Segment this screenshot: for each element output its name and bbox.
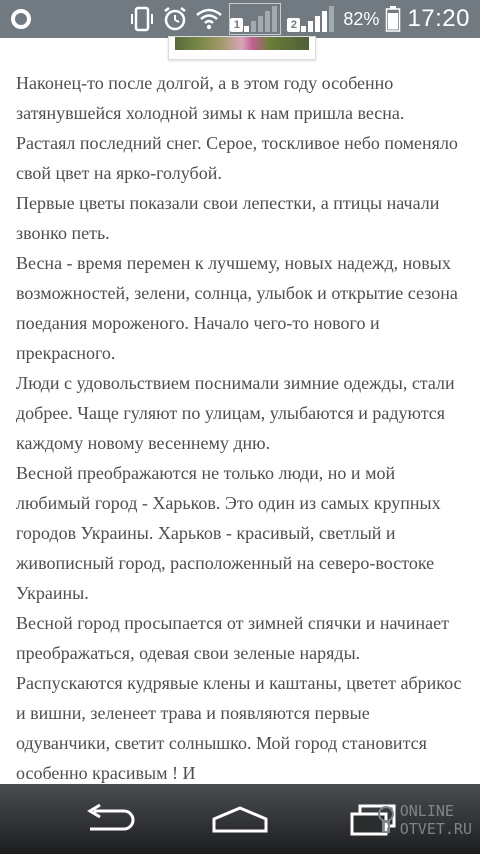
battery-icon	[385, 5, 401, 33]
sim2-signal	[287, 4, 337, 34]
status-icons	[129, 0, 480, 38]
article-body	[16, 68, 468, 788]
sim2-badge: 2	[287, 18, 300, 32]
status-bar	[0, 0, 480, 38]
signal-bar	[322, 11, 327, 32]
article-paragraph: Люди с удовольствием поснимали зимние одежды, стали добрее. Чаще гуляют по улицам, улыбаются и радуются каждому новому весеннему дню.	[16, 373, 455, 453]
signal-bar	[329, 6, 334, 32]
home-icon	[210, 805, 270, 835]
home-button[interactable]	[210, 800, 270, 840]
back-button[interactable]	[78, 800, 138, 840]
watermark	[376, 802, 472, 838]
signal-bar	[251, 21, 256, 32]
article-paragraph: Наконец-то после долгой, а в этом году особенно затянувшейся холодной зимы к нам пришла весна. Растаял последний снег. Серое, тоскливое небо поменяло свой цвет на ярко-голубой.	[16, 73, 458, 183]
signal-bar	[244, 26, 249, 32]
article-paragraph: Весной преображаются не только люди, но и мой любимый город - Харьков. Это один из самых крупных городов Украины. Харьков - красивый, светлый и живописный город, расположенный на северо-востоке Украины.	[16, 463, 441, 603]
clock: 17:20	[407, 5, 470, 32]
signal-bar	[308, 21, 313, 32]
sim1-signal-bars	[244, 6, 277, 32]
signal-bar	[315, 16, 320, 32]
battery-percent: 82%	[343, 8, 380, 29]
watermark-logo-icon	[376, 803, 396, 837]
signal-bar	[272, 6, 277, 32]
navigation-bar	[0, 784, 480, 854]
watermark-line2: OTVET.RU	[399, 820, 472, 838]
signal-bar	[301, 26, 306, 32]
sim2-signal-bars	[301, 6, 334, 32]
sim1-signal	[229, 3, 281, 35]
back-arrow-icon	[80, 803, 136, 837]
article-image[interactable]	[168, 36, 316, 60]
vibrate-icon	[129, 5, 155, 33]
signal-bar	[265, 11, 270, 32]
article-paragraph: Первые цветы показали свои лепестки, а птицы начали звонко петь.	[16, 193, 440, 243]
article-paragraph: Весной город просыпается от зимней спячки и начинает преображаться, одевая свои зеленые наряды. Распускаются кудрявые клены и каштаны, цветет абрикос и вишни, зеленеет трава и появляются первые одуванчики, светит солнышко. Мой город становится особенно красивым ! И	[16, 613, 462, 783]
article-photo	[175, 37, 309, 50]
sim1-badge: 1	[230, 18, 243, 32]
signal-bar	[258, 16, 263, 32]
article-paragraph: Весна - время перемен к лучшему, новых надежд, новых возможностей, зелени, солнца, улыбок и открытие сезона поедания мороженого. Начало чего-то нового и прекрасного.	[16, 253, 458, 363]
watermark-line1: ONLINE	[399, 802, 454, 820]
alarm-icon	[161, 5, 189, 33]
circle-ring-icon	[10, 8, 32, 30]
wifi-icon	[195, 6, 223, 32]
